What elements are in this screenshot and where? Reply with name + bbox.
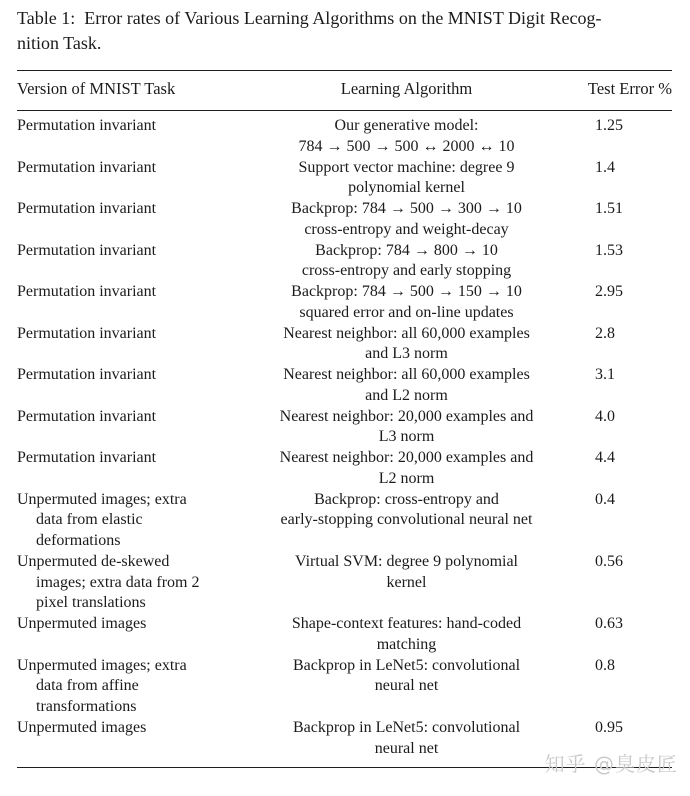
cell-line: Shape-context features: hand-coded — [291, 615, 522, 632]
cell-line: 0.4 — [595, 490, 615, 508]
cell-line: Unpermuted de-skewed — [17, 552, 170, 570]
error-cell — [573, 614, 672, 635]
cell-line: data from elastic — [36, 511, 143, 529]
cell-line: early-stopping convolutional neural net — [280, 511, 533, 529]
cell-line: L3 norm — [378, 428, 435, 446]
task-cell — [17, 199, 240, 220]
algorithm-cell — [240, 365, 573, 407]
cell-line: data from affine — [36, 677, 139, 695]
task-cell — [17, 158, 240, 179]
error-cell — [573, 718, 672, 739]
table-header-row — [17, 71, 672, 110]
cell-line: Unpermuted images; extra — [17, 490, 187, 508]
cell-line: Unpermuted images — [17, 615, 147, 632]
cell-line: Virtual SVM: degree 9 polynomial — [295, 552, 518, 570]
table-row — [17, 324, 672, 366]
task-cell — [17, 490, 240, 552]
cell-line: 0.56 — [595, 552, 623, 570]
cell-line: Backprop in LeNet5: convolutional — [292, 718, 521, 736]
cell-line: Permutation invariant — [17, 449, 157, 466]
task-cell — [17, 656, 240, 718]
cell-line: and L2 norm — [365, 386, 448, 404]
error-cell — [573, 552, 672, 573]
task-cell — [17, 407, 240, 428]
table-row — [17, 158, 672, 200]
task-cell — [17, 241, 240, 262]
cell-line: Permutation invariant — [17, 324, 157, 342]
table-row — [17, 490, 672, 552]
cell-line: neural net — [374, 739, 439, 757]
cell-line: 3.1 — [595, 366, 615, 383]
error-cell — [573, 324, 672, 345]
algorithm-cell — [240, 490, 573, 532]
cell-line: 4.4 — [595, 449, 615, 466]
task-cell — [17, 448, 240, 469]
cell-line: 0.63 — [595, 615, 623, 632]
cell-line: 2.95 — [595, 283, 623, 300]
table-row — [17, 552, 672, 614]
algorithm-cell — [240, 718, 573, 760]
error-cell — [573, 365, 672, 386]
cell-line: 0.95 — [595, 718, 623, 736]
cell-line: Permutation invariant — [17, 158, 157, 176]
table-row — [17, 365, 672, 407]
cell-line: Our generative model: — [334, 117, 479, 134]
cell-line: Unpermuted images; extra — [17, 656, 187, 674]
cell-line: 784 → 500 → 500 ↔ 2000 ↔ 10 — [298, 137, 515, 155]
cell-line: Permutation invariant — [17, 366, 157, 383]
task-cell — [17, 324, 240, 345]
cell-line: Support vector machine: degree 9 — [298, 158, 515, 176]
cell-line: Permutation invariant — [17, 241, 157, 259]
error-cell — [573, 116, 672, 137]
cell-line: squared error and on-line updates — [299, 303, 514, 321]
header-version-of-mnist-task: Version of MNIST Task — [17, 79, 176, 98]
cell-line: Backprop: 784 → 500 → 150 → 10 — [291, 283, 522, 300]
task-cell — [17, 365, 240, 386]
table-caption — [17, 6, 677, 56]
table-row — [17, 282, 672, 324]
cell-line: Backprop: cross-entropy and — [314, 490, 499, 508]
cell-line: Backprop in LeNet5: convolutional — [292, 656, 521, 674]
cell-line: 1.51 — [595, 200, 623, 217]
task-cell — [17, 718, 240, 739]
cell-line: images; extra data from 2 — [36, 573, 200, 591]
table-body — [17, 111, 672, 767]
cell-line: Permutation invariant — [17, 117, 157, 134]
table-row — [17, 116, 672, 158]
cell-line: 2.8 — [595, 324, 615, 342]
cell-line: Permutation invariant — [17, 200, 157, 217]
cell-line: Permutation invariant — [17, 283, 157, 300]
algorithm-cell — [240, 614, 573, 656]
error-cell — [573, 448, 672, 469]
results-table — [17, 70, 672, 768]
table-row — [17, 199, 672, 241]
cell-line: Nearest neighbor: 20,000 examples and — [279, 407, 534, 425]
cell-line: 0.8 — [595, 656, 615, 674]
cell-line: Permutation invariant — [17, 407, 157, 425]
cell-line: neural net — [374, 677, 439, 695]
caption-line-1: Table 1: Error rates of Various Learning Algorithms on the MNIST Digit Recog- — [17, 8, 602, 28]
cell-line: Nearest neighbor: all 60,000 examples — [283, 366, 530, 383]
cell-line: Backprop: 784 → 800 → 10 — [315, 241, 498, 259]
cell-line: cross-entropy and weight-decay — [304, 220, 509, 238]
task-cell — [17, 614, 240, 635]
algorithm-cell — [240, 324, 573, 366]
cell-line: Nearest neighbor: all 60,000 examples — [283, 324, 530, 342]
cell-line: deformations — [36, 532, 121, 549]
cell-line: cross-entropy and early stopping — [301, 262, 512, 280]
error-cell — [573, 282, 672, 303]
algorithm-cell — [240, 199, 573, 241]
header-learning-algorithm: Learning Algorithm — [340, 79, 473, 98]
error-cell — [573, 656, 672, 677]
algorithm-cell — [240, 158, 573, 200]
cell-line: matching — [376, 635, 437, 653]
algorithm-cell — [240, 282, 573, 324]
error-cell — [573, 490, 672, 511]
error-cell — [573, 199, 672, 220]
caption-line-2: nition Task. — [17, 33, 102, 53]
cell-line: pixel translations — [36, 594, 146, 612]
table-row — [17, 656, 672, 718]
task-cell — [17, 282, 240, 303]
algorithm-cell — [240, 656, 573, 698]
cell-line: 1.53 — [595, 241, 623, 259]
cell-line: polynomial kernel — [348, 179, 465, 197]
error-cell — [573, 241, 672, 262]
task-cell — [17, 116, 240, 137]
error-cell — [573, 407, 672, 428]
table-row — [17, 241, 672, 283]
cell-line: 4.0 — [595, 407, 615, 425]
table-row — [17, 448, 672, 490]
cell-line: Unpermuted images — [17, 718, 147, 736]
algorithm-cell — [240, 552, 573, 594]
algorithm-cell — [240, 448, 573, 490]
zhihu-watermark: 知乎 @臭皮匠 — [544, 752, 678, 776]
task-cell — [17, 552, 240, 614]
cell-line: Nearest neighbor: 20,000 examples and — [279, 449, 534, 466]
cell-line: L2 norm — [378, 469, 435, 487]
cell-line: kernel — [386, 573, 427, 591]
header-test-error: Test Error % — [587, 79, 672, 98]
cell-line: and L3 norm — [365, 345, 448, 363]
cell-line: transformations — [36, 698, 137, 715]
error-cell — [573, 158, 672, 179]
algorithm-cell — [240, 241, 573, 283]
cell-line: Backprop: 784 → 500 → 300 → 10 — [291, 200, 522, 217]
table-row — [17, 407, 672, 449]
algorithm-cell — [240, 116, 573, 158]
cell-line: 1.25 — [595, 117, 623, 134]
table-row — [17, 614, 672, 656]
cell-line: 1.4 — [595, 158, 615, 176]
algorithm-cell — [240, 407, 573, 449]
